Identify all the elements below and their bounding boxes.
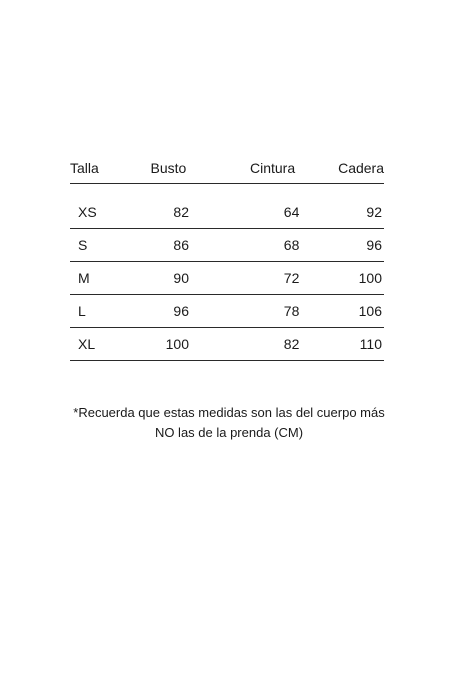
- cell-cintura: 78: [205, 295, 320, 328]
- table-header: [70, 152, 384, 196]
- cell-cadera: 106: [320, 295, 384, 328]
- spacer-cell: [70, 184, 384, 197]
- cell-size: M: [70, 262, 118, 295]
- cell-cadera: 92: [320, 196, 384, 229]
- cell-cintura: 72: [205, 262, 320, 295]
- size-chart-table: [70, 152, 384, 361]
- note-line-2: NO las de la prenda (CM): [154, 425, 304, 440]
- cell-size: XS: [70, 196, 118, 229]
- header-cintura: Cintura: [205, 152, 320, 184]
- header-row: [70, 152, 384, 184]
- header-spacer: [70, 184, 384, 197]
- cell-cadera: 96: [320, 229, 384, 262]
- table-row: [70, 196, 384, 229]
- cell-cintura: 64: [205, 196, 320, 229]
- cell-busto: 90: [118, 262, 206, 295]
- table-row: [70, 328, 384, 361]
- cell-busto: 86: [118, 229, 206, 262]
- table-row: [70, 229, 384, 262]
- table-row: [70, 295, 384, 328]
- cell-cintura: 82: [205, 328, 320, 361]
- header-busto: Busto: [118, 152, 206, 184]
- table-row: [70, 262, 384, 295]
- cell-cintura: 68: [205, 229, 320, 262]
- measurement-note: [40, 403, 418, 443]
- cell-size: S: [70, 229, 118, 262]
- cell-size: XL: [70, 328, 118, 361]
- note-line-1: *Recuerda que estas medidas son las del cuerpo más: [73, 405, 385, 420]
- cell-busto: 100: [118, 328, 206, 361]
- header-talla: Talla: [70, 152, 118, 184]
- cell-size: L: [70, 295, 118, 328]
- table-body: [70, 196, 384, 361]
- cell-busto: 82: [118, 196, 206, 229]
- cell-cadera: 100: [320, 262, 384, 295]
- cell-cadera: 110: [320, 328, 384, 361]
- header-cadera: Cadera: [320, 152, 384, 184]
- cell-busto: 96: [118, 295, 206, 328]
